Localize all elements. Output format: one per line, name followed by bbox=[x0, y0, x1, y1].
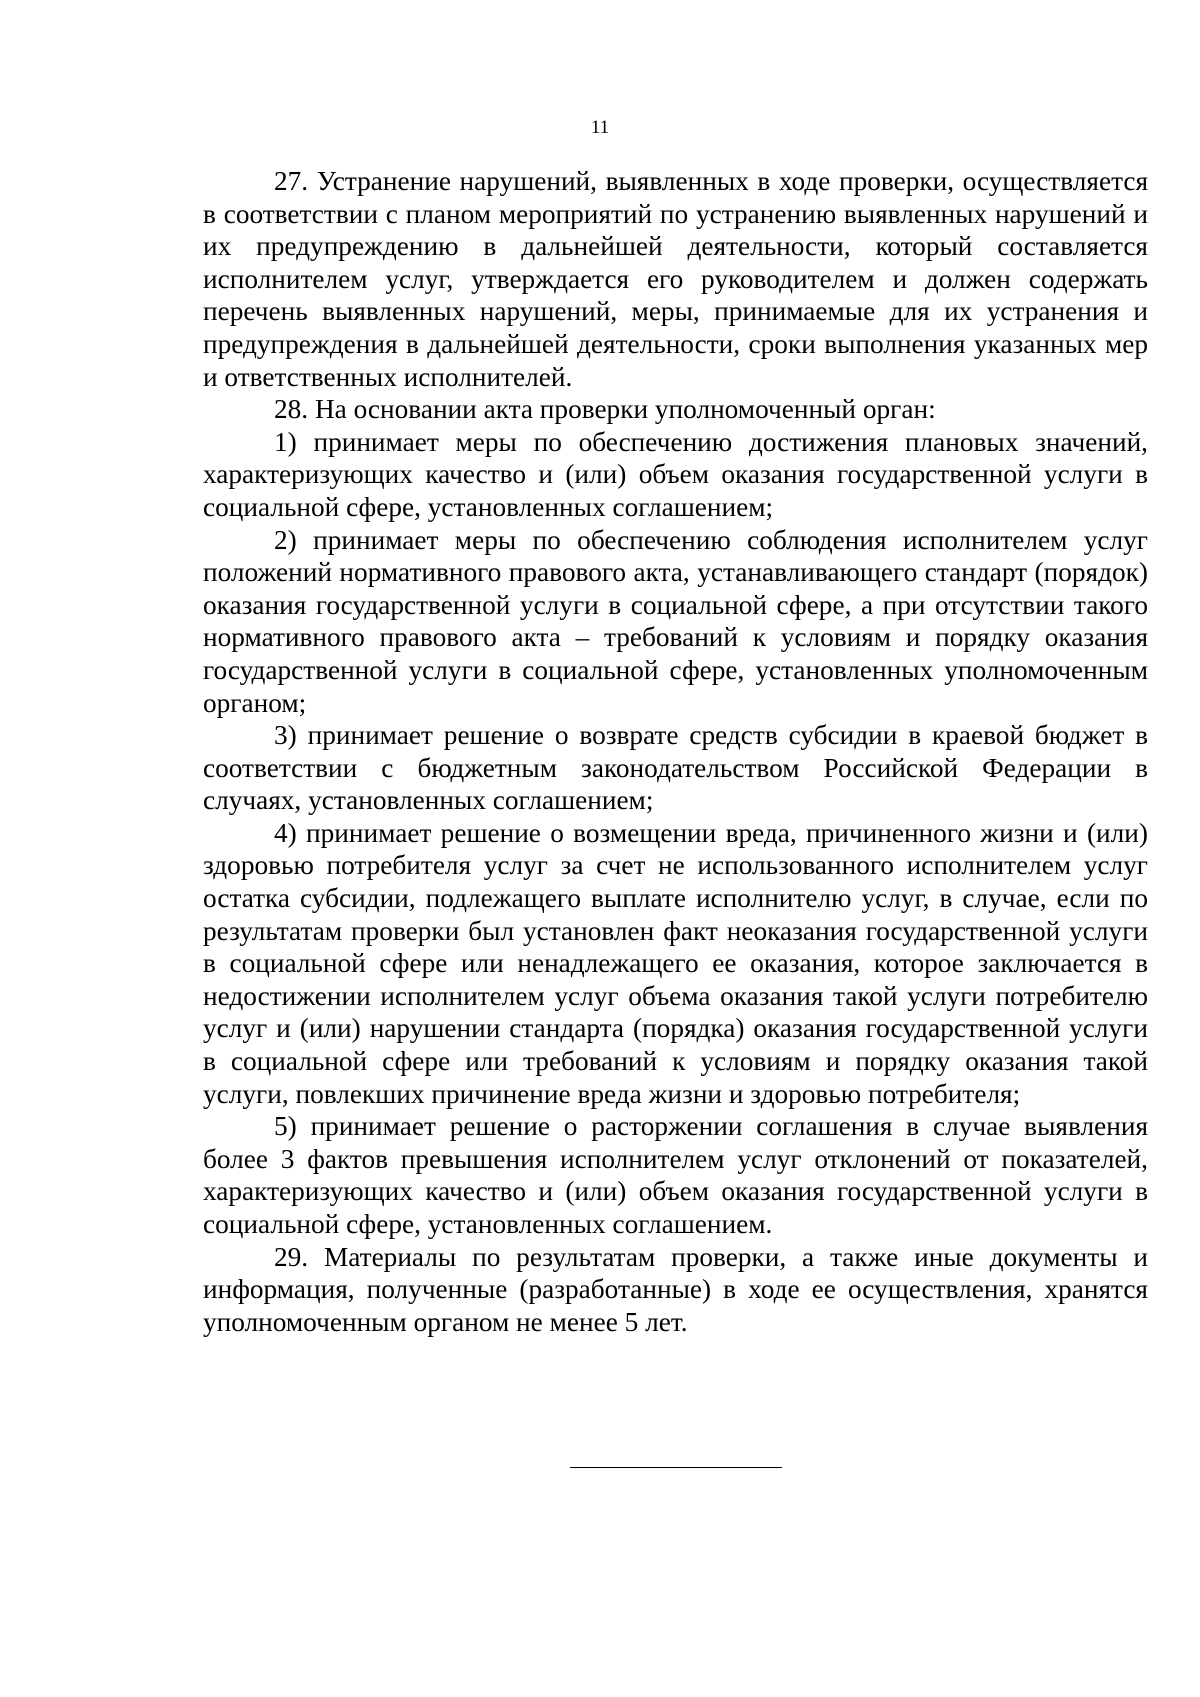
page-number: 11 bbox=[590, 117, 610, 138]
paragraph-28-item-1: 1) принимает меры по обеспечению достижения плановых значений, характеризующих качество и (или) объем оказания государственной услуги в социальной сфере, установленных соглашением; bbox=[203, 426, 1148, 522]
paragraph-28-item-3: 3) принимает решение о возврате средств субсидии в краевой бюджет в соответствии с бюджетным законодательством Российской Федерации в случаях, установленных соглашением; bbox=[203, 720, 1148, 816]
paragraph-28-item-4: 4) принимает решение о возмещении вреда, причиненного жизни и (или) здоровью потребителя услуг за счет не использованного исполнителем услуг остатка субсидии, подлежащего выплате исполнителю услуг, в случае, если по результатам проверки был установлен факт неоказания государственной услуги в социальной сфере или ненадлежащего ее оказания, которое заключается в недостижении исполнителем услуг объема оказания такой услуги потребителю услуг и (или) нарушении стандарта (порядка) оказания государственной услуги в социальной сфере или требований к условиям и порядку оказания такой услуги, повлекших причинение вреда жизни и здоровью потребителя; bbox=[203, 817, 1148, 1109]
paragraph-29: 29. Материалы по результатам проверки, а также иные документы и информация, полученные (разработанные) в ходе ее осуществления, хранятся уполномоченным органом не менее 5 лет. bbox=[203, 1241, 1148, 1337]
paragraph-28-item-2: 2) принимает меры по обеспечению соблюдения исполнителем услуг положений нормативного правового акта, устанавливающего стандарт (порядок) оказания государственной услуги в социальной сфере, а при отсутствии такого нормативного правового акта – требований к условиям и порядку оказания государственной услуги в социальной сфере, установленных уполномоченным органом; bbox=[203, 524, 1148, 718]
paragraph-27: 27. Устранение нарушений, выявленных в ходе проверки, осуществляется в соответствии с планом мероприятий по устранению выявленных нарушений и их предупреждению в дальнейшей деятельности, который составляется исполнителем услуг, утверждается его руководителем и должен содержать перечень выявленных нарушений, меры, принимаемые для их устранения и предупреждения в дальнейшей деятельности, сроки выполнения указанных мер и ответственных исполнителей. bbox=[203, 166, 1148, 392]
end-of-document-rule bbox=[570, 1467, 782, 1468]
paragraph-28-item-5: 5) принимает решение о расторжении соглашения в случае выявления более 3 фактов превышения исполнителем услуг отклонений от показателей, характеризующих качество и (или) объем оказания государственной услуги в социальной сфере, установленных соглашением. bbox=[203, 1111, 1148, 1239]
document-body bbox=[203, 165, 1148, 1338]
paragraph-28: 28. На основании акта проверки уполномоченный орган: bbox=[274, 394, 936, 425]
